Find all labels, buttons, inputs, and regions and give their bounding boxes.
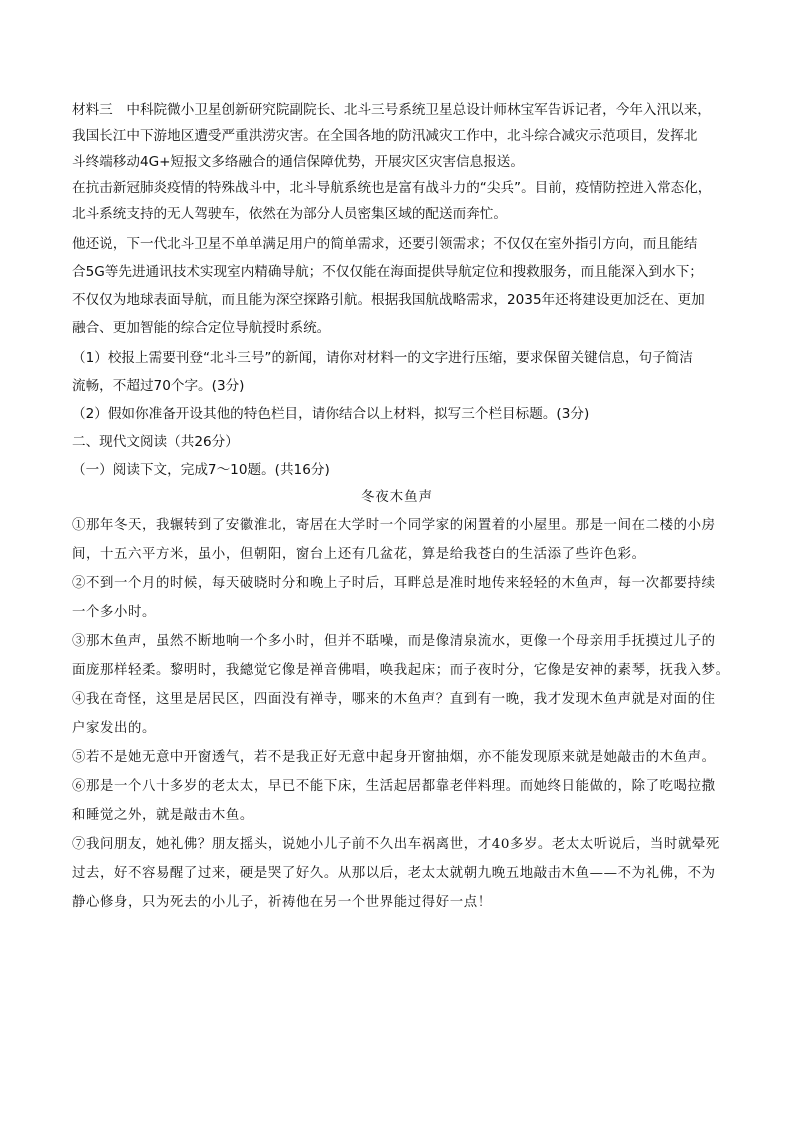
material3-line-7: 合5G等先进通讯技术实现室内精确导航；不仅仅能在海面提供导航定位和搜救服务，而且能深入到水下； xyxy=(72,264,703,280)
material3-line-1: 材料三 中科院微小卫星创新研究院副院长、北斗三号系统卫星总设计师林宝军告诉记者，今年入汛以来， xyxy=(72,102,711,118)
essay-line-11: 和睡觉之外，就是敲击木鱼。 xyxy=(72,808,254,823)
essay-line-13: 过去，好不容易醒了过来，硬是哭了好久。从那以后，老太太就朝九晚五地敲击木鱼——不为礼佛，不为 xyxy=(72,866,716,881)
essay-line-1: ①那年冬天，我辗转到了安徽淮北，寄居在大学时一个同学家的闲置着的小屋里。那是一间在二楼的小房 xyxy=(72,518,716,533)
section-subheading: （一）阅读下文，完成7～10题。(共16分) xyxy=(72,462,330,478)
essay-line-3: ②不到一个月的时候，每天破晓时分和晚上子时后，耳畔总是准时地传来轻轻的木鱼声，每一次都要持续 xyxy=(72,576,716,591)
essay-line-4: 一个多小时。 xyxy=(72,605,156,620)
material3-line-2: 我国长江中下游地区遭受严重洪涝灾害。在全国各地的防汛减灾工作中，北斗综合减灾示范项目，发挥北 xyxy=(72,128,698,144)
essay-title: 冬夜木鱼声 xyxy=(361,490,433,505)
essay-line-14: 静心修身，只为死去的小儿子，祈祷他在另一个世界能过得好一点！ xyxy=(72,895,492,910)
essay-line-2: 间，十五六平方米，虽小，但朝阳，窗台上还有几盆花，算是给我苍白的生活添了些许色彩。 xyxy=(72,547,646,562)
question-1-line-1: （1）校报上需要刊登“北斗三号”的新闻，请你对材料一的文字进行压缩，要求保留关键信息，句子简洁 xyxy=(72,350,693,366)
essay-line-10: ⑥那是一个八十多岁的老太太，早已不能下床，生活起居都靠老伴料理。而她终日能做的，除了吃喝拉撒 xyxy=(72,779,716,794)
material3-line-6: 他还说，下一代北斗卫星不单单满足用户的简单需求，还要引领需求；不仅仅在室外指引方向，而且能结 xyxy=(72,236,698,252)
question-1-line-2: 流畅，不超过70个字。(3分) xyxy=(72,378,245,394)
question-2-line: （2）假如你准备开设其他的特色栏目，请你结合以上材料，拟写三个栏目标题。(3分) xyxy=(72,406,590,422)
material3-line-9: 融合、更加智能的综合定位导航授时系统。 xyxy=(72,320,331,336)
material3-line-8: 不仅仅为地球表面导航，而且能为深空探路引航。根据我国航战略需求，2035年还将建设更加泛在、更加 xyxy=(72,292,705,308)
material3-line-3: 斗终端移动4G+短报文多络融合的通信保障优势，开展灾区灾害信息报送。 xyxy=(72,154,524,170)
essay-line-9: ⑤若不是她无意中开窗透气，若不是我正好无意中起身开窗抽烟，亦不能发现原来就是她敲击的木鱼声。 xyxy=(72,750,716,765)
material3-line-5: 北斗系统支持的无人驾驶车，依然在为部分人员密集区域的配送而奔忙。 xyxy=(72,206,507,222)
material3-line-4: 在抗击新冠肺炎疫情的特殊战斗中，北斗导航系统也是富有战斗力的“尖兵”。目前，疫情防控进入常态化， xyxy=(72,180,712,196)
essay-line-8: 户家发出的。 xyxy=(72,721,156,736)
essay-line-12: ⑦我问朋友，她礼佛？朋友摇头，说她小儿子前不久出车祸离世，才40多岁。老太太听说后，当时就晕死 xyxy=(72,837,720,852)
section-heading: 二、现代文阅读（共26分） xyxy=(72,434,239,450)
essay-line-5: ③那木鱼声，虽然不断地响一个多小时，但并不聒噪，而是像清泉流水，更像一个母亲用手抚摸过儿子的 xyxy=(72,634,716,649)
essay-line-7: ④我在奇怪，这里是居民区，四面没有禅寺，哪来的木鱼声？直到有一晚，我才发现木鱼声就是对面的住 xyxy=(72,692,716,707)
essay-line-6: 面庞那样轻柔。黎明时，我總觉它像是禅音佛唱，唤我起床；而子夜时分，它像是安神的素琴，抚我入梦。 xyxy=(72,663,730,678)
